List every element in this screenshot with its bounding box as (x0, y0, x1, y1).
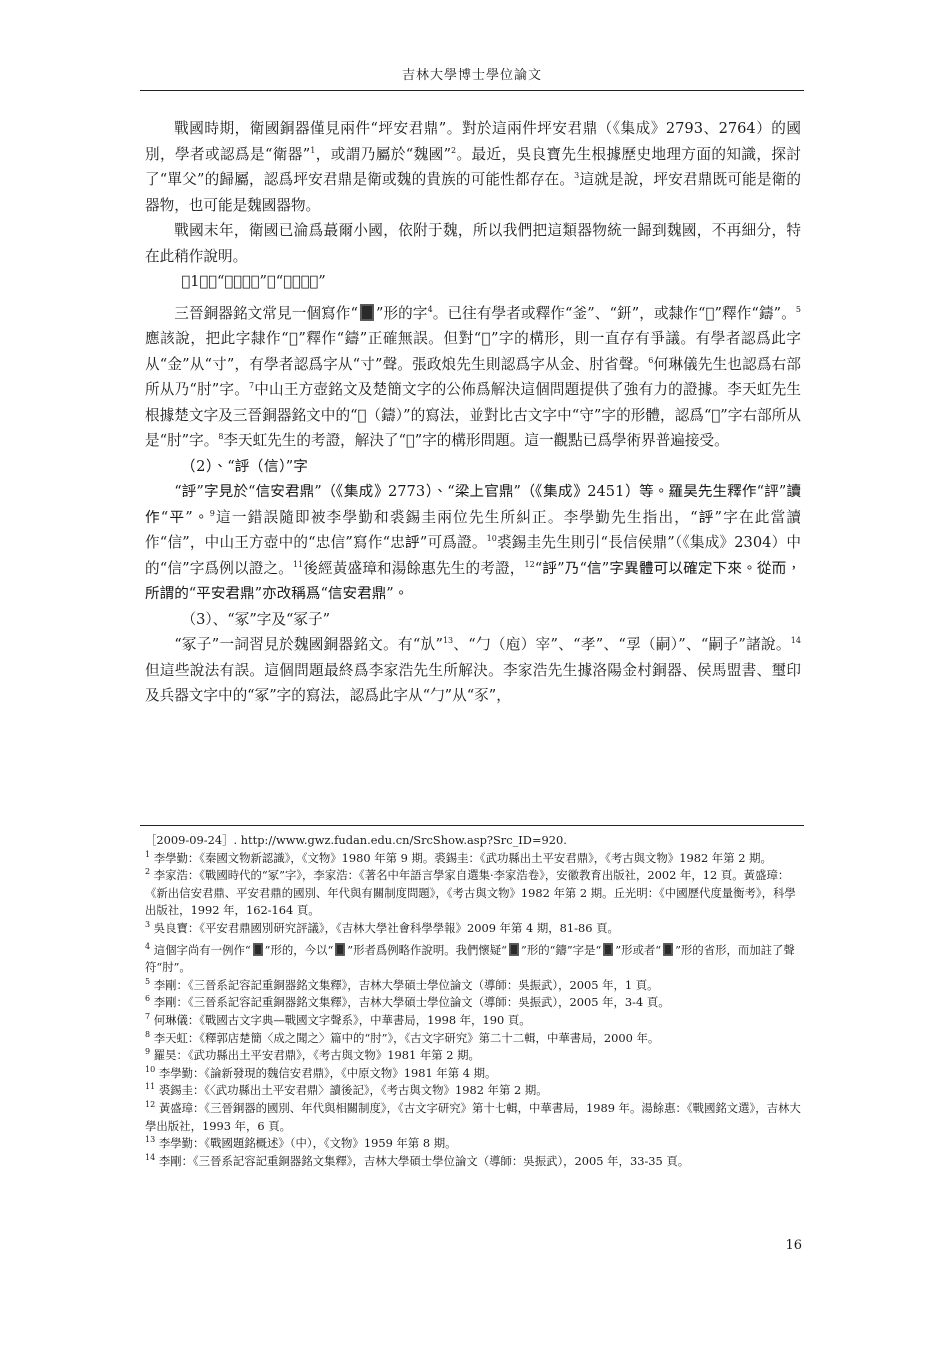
footnote: $^{10}$ 李學勤：《論新發現的魏信安君鼎》，《中原文物》1981 年第 4 期。 (145, 1064, 497, 1080)
paragraph: 戰國時期，衛國銅器僅見兩件“坪安君鼎”。對於這兩件坪安君鼎（《集成》2793、2764）的國別，學者或認爲是“衛器”$^1$，或謂乃屬於“魏國”$^2$。最近，吳良寶先生根據歷史地理方面的知識，探討了“單父”的歸屬，認爲坪安君鼎是衛或魏的貴族的可能性都存在。$^3$這就是說，坪安君鼎既可能是衛的器物，也可能是魏國器物。 (145, 120, 801, 214)
bronze-glyph-icon (360, 304, 374, 321)
footnote-ref: 10 (486, 534, 497, 544)
footnote: $^{14}$ 李剛：《三晉系記容記重銅器銘文集釋》，吉林大學碩士學位論文（導師：吳振武），2005 年，33-35 頁。 (145, 1152, 690, 1168)
main-body-text (145, 116, 801, 709)
footnote-ref: 7 (248, 381, 255, 391)
paragraph: “𧦝”字見於“信安君鼎”（《集成》2773）、“梁上官鼎”（《集成》2451）等。羅昊先生釋作“評”讀作“平”。$^9$這一錯誤隨即被李學勤和裘錫圭兩位先生所糾正。李學勤先生指出，“𧦝”字在此當讀作“信”，中山王方壺中的“忠信”寫作“忠𧦝”可爲證。$^{10}$裘錫圭先生則引“長信侯鼎”（《集成》2304）中的“信”字爲例以證之。$^{11}$後經黃盛璋和湯餘惠先生的考證，$^{12}$“𧦝”乃“信”字異體可以確定下來。從而，所謂的“平安君鼎”亦改稱爲“信安君鼎”。 (145, 483, 802, 602)
footnote: $^3$ 吳良寶：《平安君鼎國別研究評議》，《吉林大學社會科學學報》2009 年第 4 期，81-86 頁。 (145, 920, 619, 935)
footnote-ref: 9 (209, 508, 215, 518)
running-header (140, 64, 804, 91)
footnote: $^1$ 李學勤：《秦國文物新認識》，《文物》1980 年第 9 期。裘錫圭：《武功縣出土平安君鼎》，《考古與文物》1982 年第 2 期。 (145, 849, 772, 865)
footnote-ref: 6 (648, 355, 654, 365)
paragraph: 戰國末年，衛國已淪爲蕞爾小國，依附于魏，所以我們把這類器物統一歸到魏國，不再細分，特在此稍作說明。 (145, 222, 801, 265)
footnote: $^7$ 何琳儀：《戰國古文字典—戰國文字聲系》，中華書局，1998 年，190 頁。 (145, 1012, 531, 1027)
section-heading: （2）、“𧦝（信）”字 (181, 457, 308, 475)
footnote-ref: 3 (574, 171, 580, 181)
header-title: 吉林大學博士學位論文 (401, 68, 542, 83)
footnote-ref: 1 (310, 145, 316, 155)
paragraph: 三晉銅器銘文常見一個寫作“ ”形的字$^4$。已往有學者或釋作“釜”、“鈃”，或隸作“𨥺”釋作“鑄”。$^5$應該說，把此字隸作“𨥺”釋作“鑄”正確無誤。但對“𨥺”字的構形，則一直存有爭議。有學者認爲此字从“金”从“寸”，有學者認爲字从“寸”聲。張政烺先生則認爲字从金、肘省聲。$^6$何琳儀先生也認爲右部所从乃“肘”字。$^7$中山王方壺銘文及楚簡文字的公佈爲解決這個問題提供了強有力的證據。李天虹先生根據楚文字及三晉銅器銘文中的“𨥺（鑄）”的寫法，並對比古文字中“守”字的形體，認爲“𨥺”字右部所从是“肘”字。$^8$李天虹先生的考證，解決了“𨥺”字的構形問題。這一觀點已爲學術界普遍接受。 (145, 304, 801, 449)
footnote-ref: 4 (427, 304, 433, 314)
section-heading: （3）、“冢”字及“冢子” (181, 610, 331, 628)
footnotes (145, 832, 801, 1170)
footnote: $^{11}$ 裘錫圭：《〈武功縣出土平安君鼎〉讀後記》，《考古與文物》1982 年第 2 期。 (145, 1082, 548, 1098)
bronze-glyph-icon (253, 943, 263, 956)
footnote-continuation: ［2009-09-24］. http://www.gwz.fudan.edu.cn/SrcShow.asp?Src_ID=920. (145, 833, 567, 847)
bronze-glyph-icon (603, 943, 613, 956)
footnote-ref: 2 (451, 145, 457, 155)
footnote-ref: 8 (218, 432, 224, 442)
footnote-ref: 11 (292, 559, 304, 569)
footnote: $^8$ 李天虹：《釋郭店楚簡〈成之聞之〉篇中的“肘”》，《古文字研究》第二十二輯，中華書局，2000 年。 (145, 1029, 660, 1045)
page-number: 16 (785, 1238, 802, 1253)
footnote-ref: 5 (795, 304, 801, 314)
footnote-ref: 14 (790, 636, 801, 646)
footnote: $^{12}$ 黃盛璋：《三晉銅器的國別、年代與相關制度》，《古文字研究》第十七輯，中華書局，1989 年。湯餘惠：《戰國銘文選》，吉林大學出版社，1993 年，6 頁。 (145, 1100, 801, 1133)
footnote: $^4$ 這個字尚有一例作“ ”形的，今以“ ”形者爲例略作說明。我們懷疑“ ”形的“鑄”字是“ ”形或者“ ”形的省形，而加註了聲符“肘”。 (145, 941, 795, 975)
bronze-glyph-icon (663, 943, 673, 956)
paragraph: “冢子”一詞習見於魏國銅器銘文。有“㫃”$^{13}$、“勹（庖）宰”、“孝”、“孠（嗣）”、“嗣子”諸說。$^{14}$但這些說法有誤。這個問題最終爲李家浩先生所解決。李家浩先生據洛陽金村銅器、侯馬盟書、璽印及兵器文字中的“冢”字的寫法，認爲此字从“勹”从“豕”， (145, 636, 801, 704)
footnote-ref: 13 (442, 636, 454, 646)
section-heading: （1）、“𨥺（鑄）”、“𨥒（鑄）” (181, 273, 326, 290)
footnote: $^6$ 李剛：《三晉系記容記重銅器銘文集釋》，吉林大學碩士學位論文（導師：吳振武），2005 年，3-4 頁。 (145, 994, 670, 1010)
footnote: $^5$ 李剛：《三晉系記容記重銅器銘文集釋》，吉林大學碩士學位論文（導師：吳振武），2005 年，1 頁。 (145, 976, 659, 992)
footnote: $^{13}$ 李學勤：《戰國題銘概述》（中），《文物》1959 年第 8 期。 (145, 1135, 457, 1151)
footnote: $^2$ 李家浩：《戰國時代的“冢”字》，李家浩：《著名中年語言學家自選集·李家浩卷》，安徽教育出版社，2002 年，12 頁。黃盛璋：《新出信安君鼎、平安君鼎的國別、年代與有關制度問題》，《考古與文物》1982 年第 2 期。丘光明：《中國歷代度量衡考》，科學出版社，1992 年，162-164 頁。 (145, 867, 796, 918)
bronze-glyph-icon (335, 943, 345, 956)
footnote: $^9$ 羅昊：《武功縣出土平安君鼎》，《考古與文物》1981 年第 2 期。 (145, 1047, 480, 1063)
footnote-divider (140, 825, 804, 826)
bronze-glyph-icon (509, 943, 519, 956)
footnote-ref: 12 (524, 559, 535, 569)
